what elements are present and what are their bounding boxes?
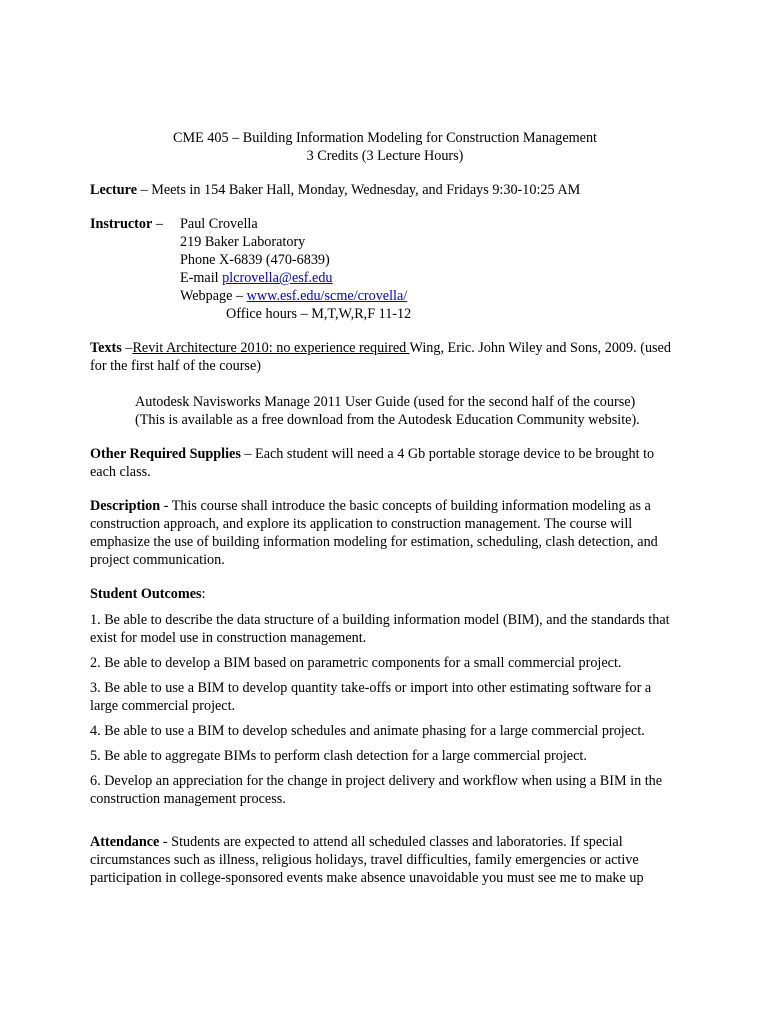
instructor-block: [90, 215, 680, 323]
instructor-details: [180, 215, 680, 323]
outcome-item: 6. Develop an appreciation for the change in project delivery and workflow when using a BIM in the construction management process.: [90, 773, 663, 807]
syllabus-content: [90, 129, 680, 887]
description-label: Description: [90, 498, 161, 514]
instructor-webpage-line: [180, 287, 680, 305]
course-title: CME 405 – Building Information Modeling for Construction Management: [173, 130, 597, 146]
outcome-item: 4. Be able to use a BIM to develop schedules and animate phasing for a large commercial project.: [90, 723, 645, 739]
lecture-paragraph: [90, 181, 680, 199]
instructor-dash: –: [152, 216, 163, 232]
supplies-paragraph: [90, 445, 680, 481]
outcomes-heading-line: [90, 585, 680, 603]
outcomes-heading: Student Outcomes: [90, 586, 202, 602]
description-paragraph: [90, 497, 680, 569]
instructor-office: 219 Baker Laboratory: [180, 234, 306, 250]
instructor-email-line: [180, 269, 680, 287]
texts-paragraph: [90, 339, 680, 375]
outcomes-colon: :: [201, 586, 206, 602]
description-text: - This course shall introduce the basic concepts of building information modeling as a construction approach, and explore its application to construction management. The course will emphasize the use of building information modeling for estimation, scheduling, clash detection, and project communication.: [90, 498, 658, 568]
office-hours: Office hours – M,T,W,R,F 11-12: [226, 306, 412, 322]
email-prefix: E-mail: [180, 270, 223, 286]
attendance-label: Attendance: [90, 834, 160, 850]
supplies-text: – Each student will need a 4 Gb portable storage device to be brought to each class.: [90, 446, 655, 480]
supplies-label: Other Required Supplies: [90, 446, 241, 462]
lecture-label: Lecture: [90, 182, 138, 198]
attendance-text: - Students are expected to attend all scheduled classes and laboratories. If special circumstances such as illness, religious holidays, travel difficulties, family emergencies or active participation in college-sponsored events make absence unavoidable you must see me to make up: [90, 834, 644, 886]
instructor-label: Instructor: [90, 216, 153, 232]
texts-book1-rest: Wing, Eric. John Wiley and Sons, 2009. (used for the first half of the course): [90, 340, 671, 374]
outcomes-list: [90, 611, 680, 808]
texts-book2: [90, 393, 680, 429]
outcome-item: 1. Be able to describe the data structure of a building information model (BIM), and the standards that exist for model use in construction management.: [90, 612, 670, 646]
outcome-item: 2. Be able to develop a BIM based on parametric components for a small commercial project.: [90, 655, 622, 671]
instructor-name: Paul Crovella: [180, 216, 258, 232]
texts-book1-title: Revit Architecture 2010: no experience required: [132, 340, 410, 356]
texts-book2-line1: Autodesk Navisworks Manage 2011 User Guide (used for the second half of the course): [135, 394, 636, 410]
webpage-link[interactable]: www.esf.edu/scme/crovella/: [246, 288, 408, 304]
lecture-text: – Meets in 154 Baker Hall, Monday, Wednesday, and Fridays 9:30-10:25 AM: [137, 182, 581, 198]
texts-dash: –: [121, 340, 133, 356]
outcome-item: 5. Be able to aggregate BIMs to perform clash detection for a large commercial project.: [90, 748, 587, 764]
course-credits: 3 Credits (3 Lecture Hours): [306, 148, 464, 164]
instructor-phone: Phone X-6839 (470-6839): [180, 252, 330, 268]
webpage-prefix: Webpage –: [180, 288, 247, 304]
instructor-label-cell: [90, 215, 180, 323]
texts-label: Texts: [90, 340, 122, 356]
attendance-paragraph: [90, 833, 680, 887]
outcome-item: 3. Be able to use a BIM to develop quantity take-offs or import into other estimating software for a large commercial project.: [90, 680, 652, 714]
email-link[interactable]: plcrovella@esf.edu: [222, 270, 333, 286]
texts-book2-line2: (This is available as a free download from the Autodesk Education Community website).: [135, 412, 640, 428]
